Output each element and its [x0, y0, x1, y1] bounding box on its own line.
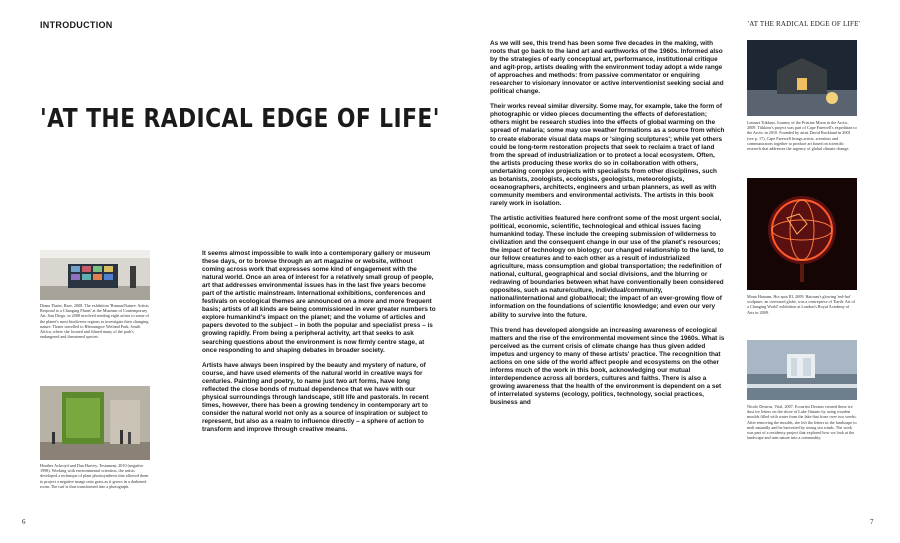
paragraph: This trend has developed alongside an increasing awareness of ecological matters and the rise of the environmental movement since the 1960s. What is perceived as the current crisis of climate change has thus given added impetus and urgency to many of these artists' practice. The recognition that actions on one side of the world affect people and ecosystems on the other informs much of the work in this book, acknowledging our mutual interdependence across all borders, cultures and faiths. There is also a growing awareness that the health of the environment is dependent on a set of interrelated systems (ecology, politics, technology, social practices, business and: [490, 326, 725, 406]
paragraph: It seems almost impossible to walk into a contemporary gallery or museum these days, or to browse through an art magazine or website, without coming across work that expresses some kind of engagement with the natural world. Once an area of interest for a relatively small group of people, art that addresses environmental issues has in the last five years become part of the artistic mainstream. International exhibitions, conferences and festivals on ecological themes are announced on a more and more frequent basis; artists of all kinds are being commissioned in ever greater numbers to explore humankind's impact on the planet; and the volume of articles and papers devoted to the subject – in both the popular and specialist press – is growing rapidly. From being a peripheral activity, art that seeks to ask searching questions about the environment is now firmly centre stage, at once responding to and shaping debates in broader society.: [202, 250, 436, 354]
caption-figure-5: Nicole Dextras, Vital, 2007. Ecoartist Dextras created these ice dust ice letters on the shore of Lake Ontario by using wooden moulds filled with water from the lake that froze over two weeks. After removing the moulds, she left the letters in the landscape to melt naturally and be harvested by strong sea winds. The work was part of a residency project that explored how we look at the landscape and turn nature into a commodity.: [747, 404, 857, 441]
green-grass-wall-image: [40, 386, 150, 460]
glowing-red-globe-image: [747, 178, 857, 290]
paragraph: As we will see, this trend has been some five decades in the making, with roots that go back to the land art and earthworks of the 1960s. Informed also by the strategies of early conceptual art, performance, institutional critique and agit-prop, artists dealing with the environment today adopt a wide range of approaches and methods: from passive commentator or enquiring researcher to visionary innovator or active interventionist seeking social and political change.: [490, 40, 724, 96]
caption-figure-2: Heather Ackroyd and Dan Harvey, Testament, 2010 (negative 1998). Working with environmental scientists, the artists developed a technique of plant photosynthesis that allowed them to project a negative image onto grass as it grows in a darkened room. The turf is thus transformed into a photograph.: [40, 463, 149, 489]
paragraph: Their works reveal similar diversity. Some may, for example, take the form of photographic or video pieces documenting the effects of deforestation; others might be research studies into the effects of global warming on the spread of malaria; some may use weather formations as a source from which to create elaborate visual data maps or 'singing sculptures'; while yet others could be long-term restoration projects that seek to reclaim a tract of land from the spread of industrialization or to protect a local ecosystem. Often, the artists producing these works do so in collaboration with others, undertaking complex projects with specialists from other disciplines, such as botanists, zoologists, ecologists, geologists, meteorologists, oceanographers, architects, engineers and urban planners, as well as with community members and environmental activists. The artists in this book rarely work in isolation.: [490, 103, 725, 207]
paragraph: The artistic activities featured here confront some of the most urgent social, political, economic, scientific, technological and ethical issues facing humankind today. These include the creeping submission of wilderness to civilization and the consequent change in our use of the planet's resources; the impact of technology on biology; our changed relationship to the land, to our fellow creatures and to each other as a result of industrialized agriculture, mass consumption and global transportation; the redefinition of national, cultural, geographical and social divisions, and the blurring or redrawing of boundaries between what have conventionally been considered opposites, such as nature/culture, individual/community, national/international and global/local; the impact of an ever-growing flow of information on the foundations of scientific knowledge; and even our very ability to survive into the future.: [490, 214, 724, 319]
middle-text-column: [490, 40, 725, 414]
arctic-hut-night-image: [747, 40, 857, 116]
caption-figure-3: Lennart Tiikkins, Journey of the Pristine Moon in the Arctic, 2009. Tiikkins's project was part of Cape Farewell's expedition to the Arctic in 2010. Founded by artist David Buckland in 2001 (see p. 17), Cape Farewell brings artists, scientists and communicators together to produce art based on scientific research that addresses the urgency of global climate change.: [747, 120, 857, 152]
page-number-left: 6: [22, 518, 26, 526]
caption-figure-4: Mona Hatoum, Hot spot III, 2009. Hatoum's glowing 'red-hot' sculpture, an oversized globe, was a centrepiece of 'Earth: Art of a Changing World' exhibition at London's Royal Academy of Arts in 2009.: [747, 294, 855, 315]
paragraph: Artists have always been inspired by the beauty and mystery of nature, of course, and have used elements of the natural world in creative ways for centuries. Painting and poetry, to name just two art forms, have long reflected the close bonds of mutual dependence that we have with our physical surroundings through landscape, still life and pastorals. In recent times, however, there has been a growing tendency in contemporary art to consider the natural world not only as a source of inspiration or subject to represent, but also as a realm to influence directly – a sphere of action to transform and improve through creative means.: [202, 361, 429, 433]
page-title: 'AT THE RADICAL EDGE OF LIFE': [40, 104, 440, 134]
page-number-right: 7: [870, 518, 874, 526]
running-head: 'AT THE RADICAL EDGE OF LIFE': [747, 20, 860, 28]
section-label: INTRODUCTION: [40, 20, 113, 30]
left-text-column: [202, 250, 437, 441]
gallery-installation-image: [40, 250, 150, 300]
ice-letters-shore-image: [747, 340, 857, 400]
caption-figure-1: Diana Thater, Rare, 2008. The exhibition 'Human/Nature: Artists Respond to a Changing Planet' at the Museum of Contemporary Art, San Diego, in 2008 involved sending eight artists to some of the planet's most biodiverse regions to investigate their changing nature. Thater travelled to Hlemungwe Wetland Park, South Africa, where she located and filmed many of the park's endangered and threatened species.: [40, 303, 149, 340]
